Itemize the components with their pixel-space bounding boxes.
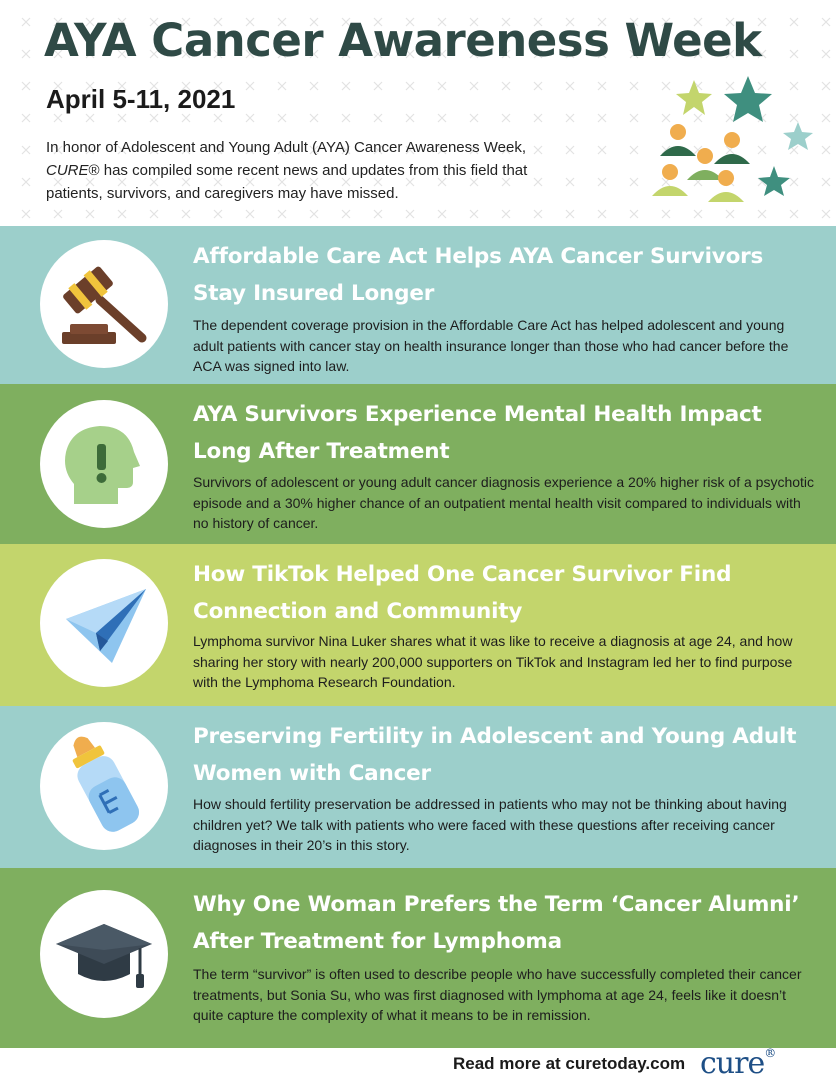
logo-text: cure bbox=[700, 1046, 765, 1080]
section-body: Lymphoma survivor Nina Luker shares what it was like to receive a diagnosis at age 24, and how sharing her story with nearly 200,000 supporters on TikTok and Instagram led her to find purpose with the Lymphoma Research Foundation. bbox=[193, 633, 793, 690]
section-title: Preserving Fertility in Adolescent and Young Adult Women with Cancer bbox=[193, 724, 797, 786]
section-title: How TikTok Helped One Cancer Survivor Find Connection and Community bbox=[193, 562, 732, 624]
baby-bottle-icon bbox=[40, 722, 168, 850]
people-stars-illustration bbox=[648, 72, 828, 212]
intro-text bbox=[46, 136, 566, 205]
logo-mark: ® bbox=[764, 1046, 776, 1060]
icon-circle bbox=[40, 890, 168, 1018]
head-exclamation-icon bbox=[40, 400, 168, 528]
intro-reg: ® bbox=[88, 162, 100, 179]
icon-circle bbox=[40, 240, 168, 368]
header bbox=[0, 0, 836, 226]
star-icon bbox=[783, 122, 813, 150]
section-body: Survivors of adolescent or young adult cancer diagnosis experience a 20% higher risk of a psychotic episode and a 30% higher chance of an outpatient mental health visit compared to individuals with no history of cancer. bbox=[193, 474, 815, 531]
section-cancer-alumni bbox=[0, 868, 836, 1048]
paper-plane-icon bbox=[40, 559, 168, 687]
gavel-icon bbox=[40, 240, 168, 368]
icon-circle bbox=[40, 400, 168, 528]
footer bbox=[0, 1048, 836, 1080]
section-title: AYA Survivors Experience Mental Health Impact Long After Treatment bbox=[193, 402, 762, 464]
intro-brand: CURE bbox=[46, 162, 89, 179]
section-body: The dependent coverage provision in the Affordable Care Act has helped adolescent and young adult patients with cancer stay on health insurance longer than those who had cancer before the ACA was signed into law. bbox=[193, 317, 789, 374]
section-body: How should fertility preservation be addressed in patients who may not be thinking about having children yet? We talk with patients who were faced with these questions after receiving cancer diagnoses in their 20’s in this story. bbox=[193, 796, 787, 853]
star-icon bbox=[758, 166, 790, 196]
event-date: April 5-11, 2021 bbox=[46, 84, 236, 114]
star-icon bbox=[724, 76, 772, 122]
intro-line1: In honor of Adolescent and Young Adult (AYA) Cancer Awareness Week, bbox=[46, 139, 527, 156]
section-fertility bbox=[0, 706, 836, 868]
section-mental-health bbox=[0, 384, 836, 544]
page-title: AYA Cancer Awareness Week bbox=[44, 14, 762, 67]
read-more-link[interactable]: Read more at curetoday.com bbox=[453, 1054, 686, 1073]
section-title: Why One Woman Prefers the Term ‘Cancer Alumni’ After Treatment for Lymphoma bbox=[193, 892, 800, 954]
intro-line2: has compiled some recent news and updates from this field that patients, survivors, and caregivers may have missed. bbox=[46, 162, 528, 202]
section-aca bbox=[0, 226, 836, 384]
icon-circle bbox=[40, 559, 168, 687]
icon-circle bbox=[40, 722, 168, 850]
section-title: Affordable Care Act Helps AYA Cancer Survivors Stay Insured Longer bbox=[193, 244, 764, 306]
section-tiktok bbox=[0, 544, 836, 706]
cure-logo bbox=[700, 1046, 775, 1080]
section-body: The term “survivor” is often used to describe people who have successfully completed their cancer treatments, but Sonia Su, who was first diagnosed with lymphoma at age 24, feels like it doesn’t quite capture the complexity of what it means to be in remission. bbox=[193, 966, 802, 1023]
star-icon bbox=[676, 80, 712, 115]
graduation-cap-icon bbox=[40, 890, 168, 1018]
